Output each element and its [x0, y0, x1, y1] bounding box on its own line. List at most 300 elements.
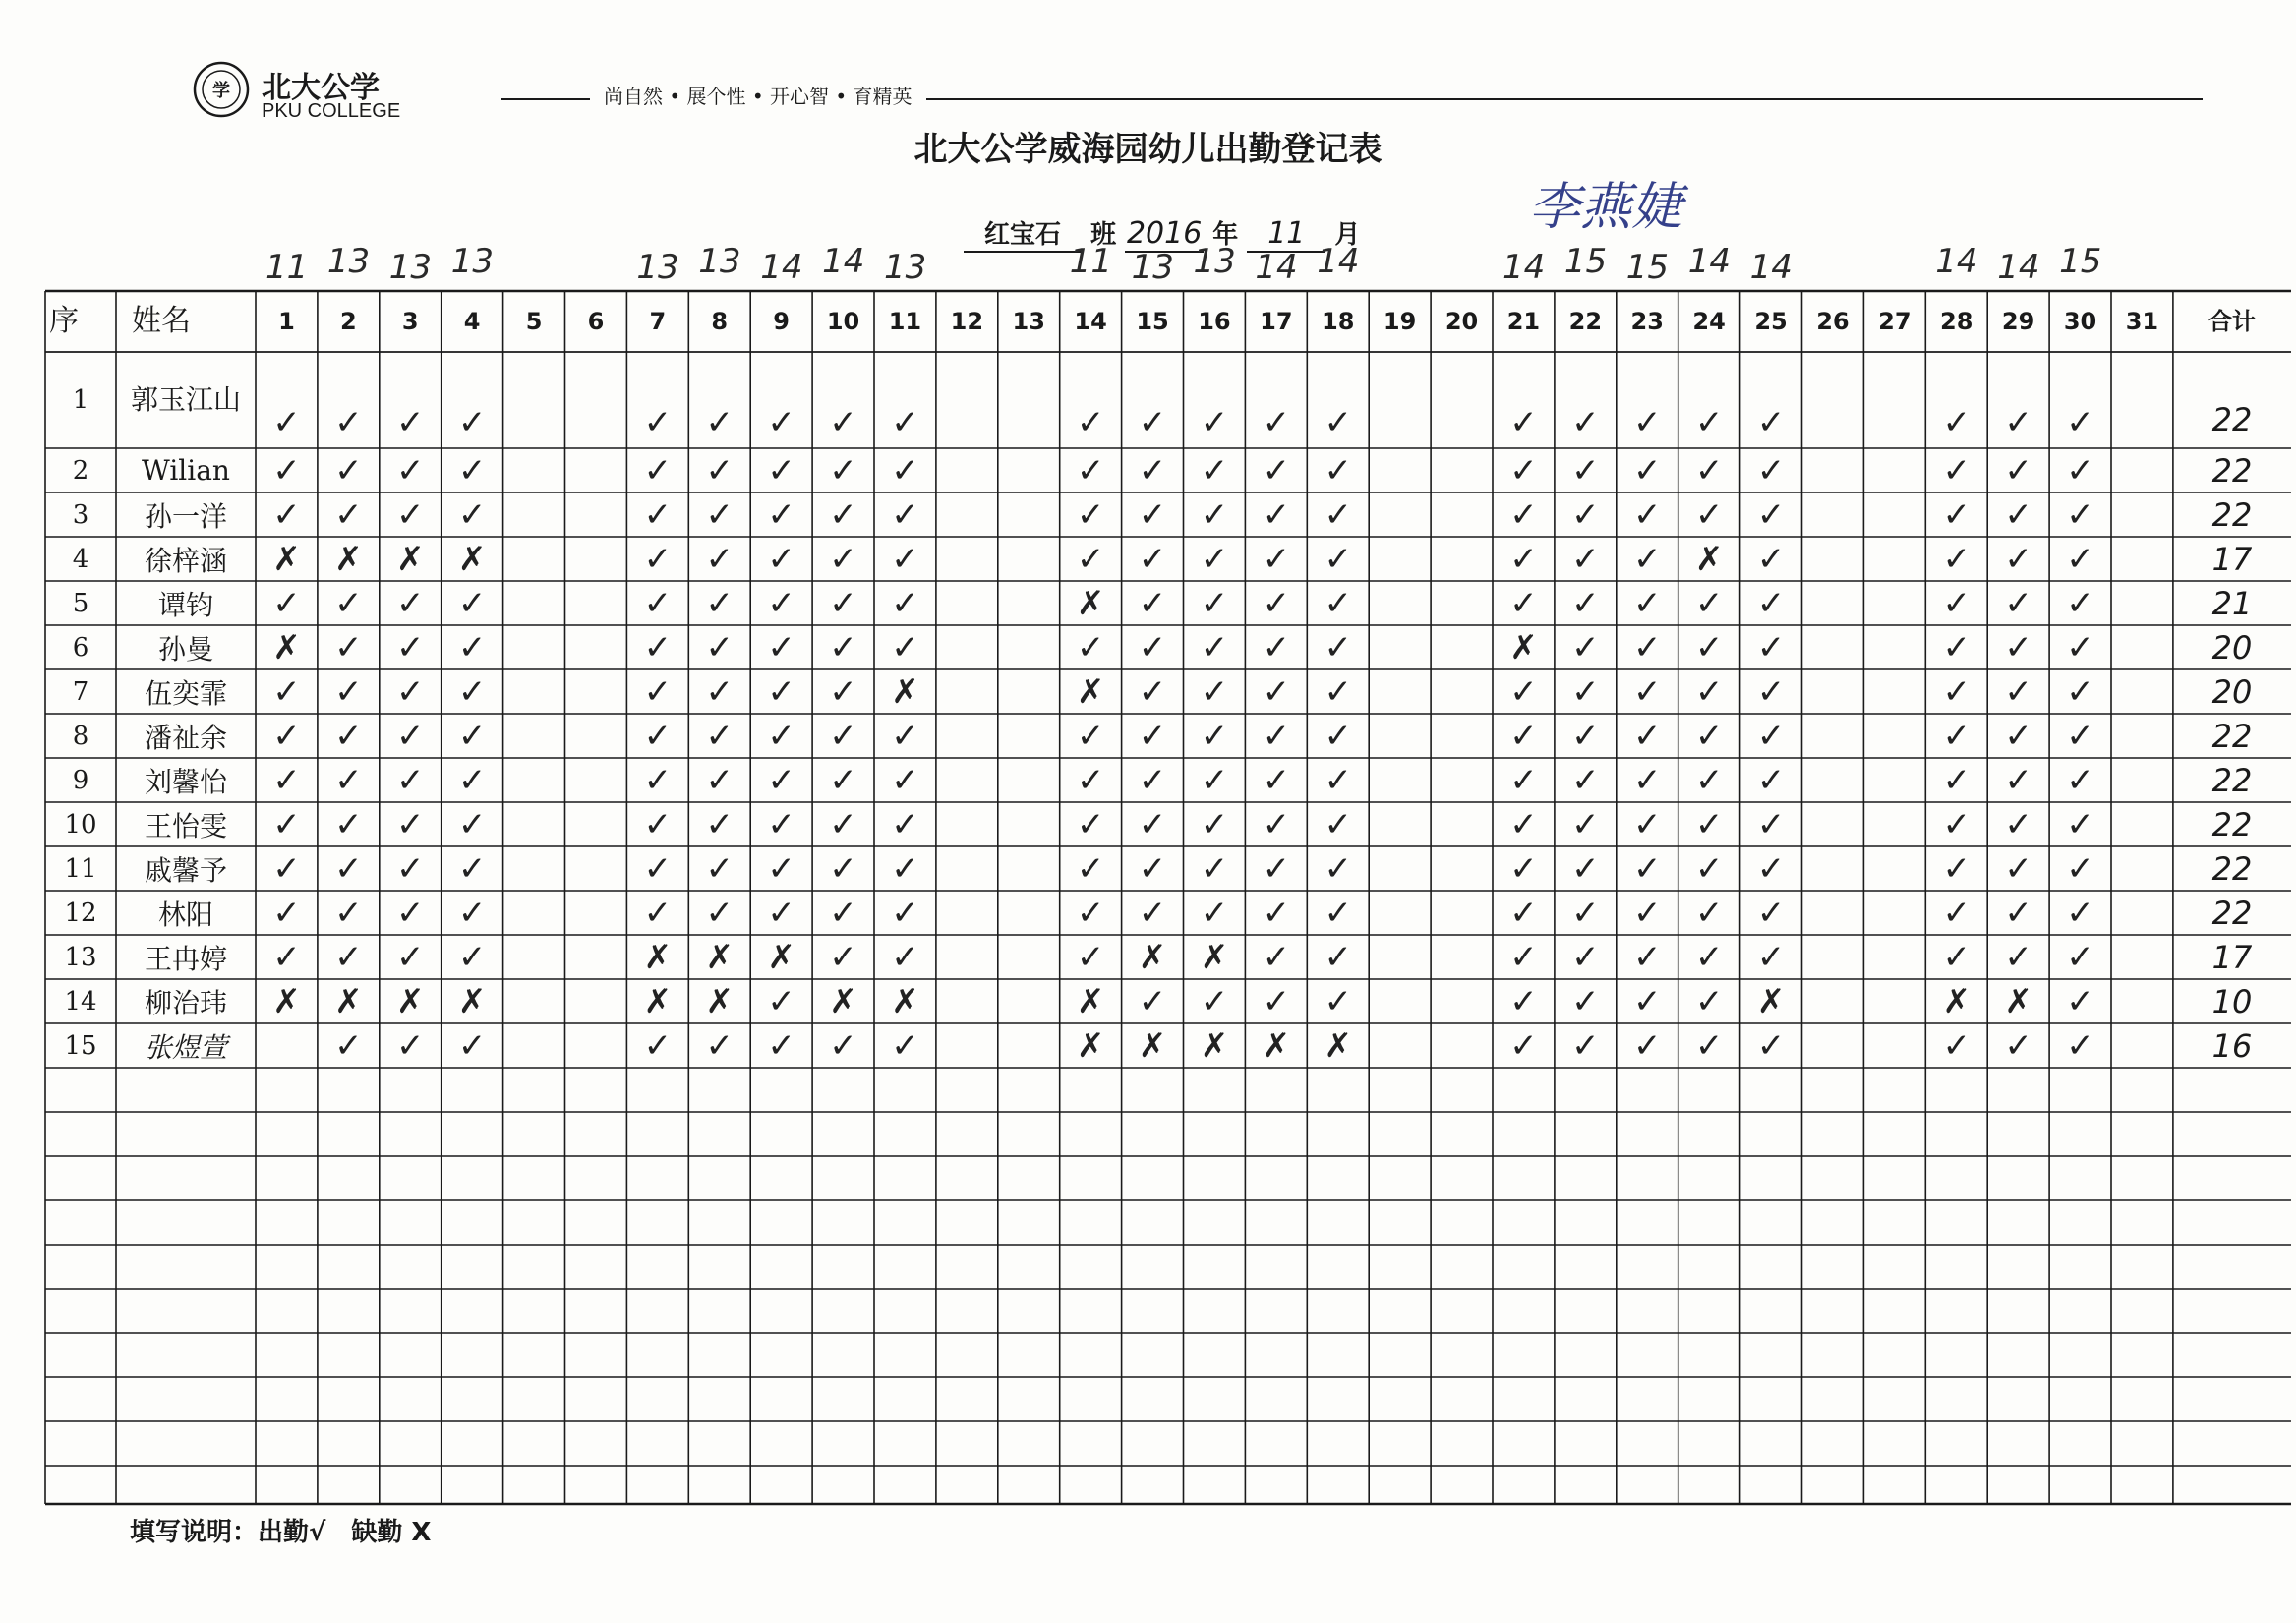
present-mark: ✓	[457, 450, 487, 491]
present-mark: ✓	[705, 583, 734, 623]
present-mark: ✓	[767, 450, 795, 491]
present-mark: ✓	[891, 539, 919, 579]
present-mark: ✓	[1571, 494, 1600, 535]
present-mark: ✓	[1200, 981, 1229, 1021]
present-mark: ✓	[643, 450, 673, 491]
name-column-header: 姓名	[132, 304, 191, 338]
present-mark: ✓	[829, 403, 857, 442]
present-mark: ✓	[395, 848, 425, 889]
absent-mark: ✗	[272, 627, 301, 667]
attendance-total: 22	[2211, 451, 2253, 490]
present-mark: ✓	[1632, 671, 1662, 712]
present-mark: ✓	[1571, 450, 1600, 491]
present-mark: ✓	[1324, 937, 1352, 977]
present-mark: ✓	[457, 937, 487, 977]
temperature-reading: 15	[1625, 248, 1670, 287]
day-header: 22	[1568, 308, 1603, 335]
present-mark: ✓	[334, 937, 363, 977]
present-mark: ✓	[1756, 450, 1786, 491]
attendance-total: 10	[2211, 982, 2253, 1020]
day-header: 6	[587, 308, 605, 335]
row-seq: 6	[72, 632, 89, 663]
day-header: 16	[1198, 308, 1231, 335]
attendance-total: 22	[2211, 849, 2253, 888]
row-seq: 3	[72, 499, 89, 530]
present-mark: ✓	[1324, 671, 1352, 712]
year-label: 年	[1212, 220, 1239, 250]
present-mark: ✓	[334, 627, 363, 667]
present-mark: ✓	[1200, 804, 1229, 844]
present-mark: ✓	[1200, 403, 1229, 442]
day-header: 15	[1136, 308, 1169, 335]
present-mark: ✓	[1138, 760, 1167, 800]
present-mark: ✓	[643, 804, 673, 844]
present-mark: ✓	[1509, 494, 1538, 535]
present-mark: ✓	[1262, 403, 1291, 442]
temperature-reading: 13	[884, 248, 927, 287]
present-mark: ✓	[829, 848, 857, 889]
absent-mark: ✗	[705, 981, 734, 1021]
present-mark: ✓	[1571, 627, 1600, 667]
day-header: 30	[2063, 308, 2097, 335]
present-mark: ✓	[767, 893, 795, 933]
day-header: 1	[278, 308, 295, 335]
present-mark: ✓	[829, 627, 857, 667]
present-mark: ✓	[1942, 848, 1971, 889]
student-name: 谭钧	[157, 588, 213, 621]
present-mark: ✓	[891, 450, 919, 491]
absent-mark: ✗	[705, 937, 734, 977]
present-mark: ✓	[1571, 981, 1600, 1021]
present-mark: ✓	[334, 893, 363, 933]
present-mark: ✓	[1200, 760, 1229, 800]
present-mark: ✓	[891, 1025, 919, 1066]
present-mark: ✓	[1571, 1025, 1600, 1066]
absent-mark: ✗	[1138, 937, 1167, 977]
student-name: 郭玉江山	[130, 383, 241, 416]
present-mark: ✓	[2066, 760, 2094, 800]
present-mark: ✓	[2066, 539, 2094, 579]
present-mark: ✓	[395, 403, 425, 442]
present-mark: ✓	[395, 1025, 425, 1066]
present-mark: ✓	[457, 671, 487, 712]
absent-mark: ✗	[643, 937, 673, 977]
present-mark: ✓	[1509, 403, 1538, 442]
logo-english-name: PKU COLLEGE	[262, 100, 401, 122]
present-mark: ✓	[705, 450, 734, 491]
present-mark: ✓	[1262, 627, 1291, 667]
present-mark: ✓	[1756, 937, 1786, 977]
present-mark: ✓	[1632, 403, 1662, 442]
present-mark: ✓	[1076, 450, 1105, 491]
absent-mark: ✗	[891, 671, 919, 712]
present-mark: ✓	[643, 627, 673, 667]
absent-mark: ✗	[1076, 583, 1105, 623]
present-mark: ✓	[1571, 893, 1600, 933]
present-mark: ✓	[395, 583, 425, 623]
present-mark: ✓	[1076, 804, 1105, 844]
present-mark: ✓	[457, 1025, 487, 1066]
temperature-reading: 14	[1502, 248, 1546, 287]
present-mark: ✓	[395, 494, 425, 535]
student-name: 伍奕霏	[144, 676, 227, 710]
attendance-total: 20	[2211, 628, 2253, 667]
present-mark: ✓	[1076, 403, 1105, 442]
present-mark: ✓	[2066, 981, 2094, 1021]
present-mark: ✓	[272, 671, 301, 712]
present-mark: ✓	[1324, 627, 1352, 667]
absent-mark: ✗	[1076, 981, 1105, 1021]
present-mark: ✓	[1632, 893, 1662, 933]
attendance-total: 17	[2211, 938, 2253, 976]
present-mark: ✓	[1262, 450, 1291, 491]
temperature-reading: 13	[698, 242, 741, 281]
day-header: 18	[1322, 308, 1355, 335]
temperature-reading: 13	[388, 248, 433, 287]
present-mark: ✓	[2066, 1025, 2094, 1066]
absent-mark: ✗	[1756, 981, 1786, 1021]
present-mark: ✓	[2066, 494, 2094, 535]
present-mark: ✓	[705, 671, 734, 712]
present-mark: ✓	[643, 848, 673, 889]
attendance-total: 22	[2211, 761, 2253, 799]
row-seq: 8	[72, 721, 89, 751]
day-header: 14	[1074, 308, 1107, 335]
student-name: 林阳	[157, 898, 213, 931]
present-mark: ✓	[1138, 539, 1167, 579]
absent-mark: ✗	[1076, 671, 1105, 712]
present-mark: ✓	[334, 1025, 363, 1066]
present-mark: ✓	[767, 848, 795, 889]
present-mark: ✓	[1262, 671, 1291, 712]
day-header: 19	[1383, 308, 1417, 335]
student-name: 戚馨予	[144, 853, 227, 887]
present-mark: ✓	[1756, 1025, 1786, 1066]
present-mark: ✓	[891, 893, 919, 933]
present-mark: ✓	[1632, 804, 1662, 844]
present-mark: ✓	[1262, 539, 1291, 579]
present-mark: ✓	[1138, 583, 1167, 623]
temperature-reading: 13	[450, 242, 494, 281]
day-header: 11	[888, 308, 922, 335]
present-mark: ✓	[1324, 716, 1352, 756]
present-mark: ✓	[1571, 760, 1600, 800]
present-mark: ✓	[643, 494, 673, 535]
present-mark: ✓	[1694, 450, 1724, 491]
present-mark: ✓	[1756, 494, 1786, 535]
present-mark: ✓	[1571, 716, 1600, 756]
day-header: 23	[1630, 308, 1664, 335]
present-mark: ✓	[891, 848, 919, 889]
present-mark: ✓	[829, 716, 857, 756]
absent-mark: ✗	[891, 981, 919, 1021]
present-mark: ✓	[1942, 893, 1971, 933]
attendance-total: 22	[2211, 401, 2253, 438]
present-mark: ✓	[2066, 671, 2094, 712]
present-mark: ✓	[891, 627, 919, 667]
present-mark: ✓	[1200, 583, 1229, 623]
present-mark: ✓	[1694, 981, 1724, 1021]
present-mark: ✓	[1571, 539, 1600, 579]
present-mark: ✓	[1756, 848, 1786, 889]
present-mark: ✓	[395, 716, 425, 756]
present-mark: ✓	[395, 760, 425, 800]
student-name: 刘馨怡	[144, 765, 227, 798]
student-name: Wilian	[142, 454, 230, 487]
temperature-reading: 14	[1749, 248, 1793, 287]
svg-text:学: 学	[212, 81, 230, 101]
present-mark: ✓	[1138, 494, 1167, 535]
present-mark: ✓	[2004, 403, 2032, 442]
present-mark: ✓	[1632, 848, 1662, 889]
seq-column-header: 序	[49, 304, 79, 338]
present-mark: ✓	[767, 539, 795, 579]
present-mark: ✓	[767, 671, 795, 712]
temperature-reading: 15	[1563, 242, 1608, 281]
present-mark: ✓	[1694, 848, 1724, 889]
row-seq: 1	[72, 385, 89, 415]
day-header: 24	[1692, 308, 1726, 335]
row-seq: 4	[72, 544, 89, 574]
present-mark: ✓	[1324, 981, 1352, 1021]
absent-mark: ✗	[457, 539, 487, 579]
present-mark: ✓	[2066, 450, 2094, 491]
present-mark: ✓	[272, 403, 301, 442]
absent-mark: ✗	[1138, 1025, 1167, 1066]
present-mark: ✓	[829, 937, 857, 977]
present-mark: ✓	[334, 671, 363, 712]
present-mark: ✓	[1942, 627, 1971, 667]
present-mark: ✓	[1632, 627, 1662, 667]
present-mark: ✓	[272, 937, 301, 977]
present-mark: ✓	[1756, 804, 1786, 844]
present-mark: ✓	[1324, 539, 1352, 579]
present-mark: ✓	[1138, 893, 1167, 933]
present-mark: ✓	[1632, 450, 1662, 491]
temperature-reading: 13	[1193, 242, 1236, 281]
present-mark: ✓	[1756, 403, 1786, 442]
present-mark: ✓	[2004, 893, 2032, 933]
present-mark: ✓	[1942, 494, 1971, 535]
present-mark: ✓	[1942, 937, 1971, 977]
present-mark: ✓	[1138, 671, 1167, 712]
present-mark: ✓	[1324, 403, 1352, 442]
day-header: 28	[1940, 308, 1973, 335]
present-mark: ✓	[1942, 1025, 1971, 1066]
present-mark: ✓	[1942, 450, 1971, 491]
present-mark: ✓	[272, 716, 301, 756]
temperature-reading: 14	[1687, 242, 1731, 281]
temperature-reading: 14	[760, 248, 803, 287]
present-mark: ✓	[1694, 494, 1724, 535]
present-mark: ✓	[1076, 716, 1105, 756]
present-mark: ✓	[705, 848, 734, 889]
present-mark: ✓	[1942, 671, 1971, 712]
present-mark: ✓	[1694, 671, 1724, 712]
present-mark: ✓	[829, 450, 857, 491]
present-mark: ✓	[1509, 583, 1538, 623]
present-mark: ✓	[1076, 937, 1105, 977]
present-mark: ✓	[334, 494, 363, 535]
present-mark: ✓	[1324, 804, 1352, 844]
absent-mark: ✗	[334, 539, 363, 579]
day-header: 10	[826, 308, 860, 335]
present-mark: ✓	[2004, 716, 2032, 756]
present-mark: ✓	[334, 760, 363, 800]
present-mark: ✓	[1632, 583, 1662, 623]
present-mark: ✓	[829, 539, 857, 579]
present-mark: ✓	[1200, 494, 1229, 535]
present-mark: ✓	[1262, 804, 1291, 844]
present-mark: ✓	[457, 848, 487, 889]
present-mark: ✓	[1942, 716, 1971, 756]
day-header: 26	[1816, 308, 1850, 335]
row-seq: 9	[72, 765, 89, 795]
day-header: 5	[525, 308, 543, 335]
present-mark: ✓	[1571, 671, 1600, 712]
present-mark: ✓	[1694, 937, 1724, 977]
teacher-signature: 李燕婕	[1529, 178, 1683, 237]
student-name: 孙一洋	[144, 499, 227, 533]
present-mark: ✓	[1324, 494, 1352, 535]
present-mark: ✓	[1324, 583, 1352, 623]
student-name: 柳治玮	[144, 986, 227, 1019]
absent-mark: ✗	[1076, 1025, 1105, 1066]
day-header: 3	[401, 308, 419, 335]
present-mark: ✓	[334, 403, 363, 442]
present-mark: ✓	[705, 627, 734, 667]
day-header: 7	[649, 308, 667, 335]
present-mark: ✓	[2066, 716, 2094, 756]
fill-instructions: 填写说明：出勤√ 缺勤 X	[130, 1518, 432, 1547]
present-mark: ✓	[643, 583, 673, 623]
absent-mark: ✗	[767, 937, 795, 977]
present-mark: ✓	[1632, 494, 1662, 535]
present-mark: ✓	[705, 1025, 734, 1066]
present-mark: ✓	[767, 403, 795, 442]
present-mark: ✓	[2004, 671, 2032, 712]
present-mark: ✓	[643, 1025, 673, 1066]
present-mark: ✓	[891, 494, 919, 535]
present-mark: ✓	[1076, 893, 1105, 933]
present-mark: ✓	[829, 583, 857, 623]
present-mark: ✓	[767, 494, 795, 535]
attendance-total: 20	[2211, 672, 2253, 711]
present-mark: ✓	[767, 1025, 795, 1066]
present-mark: ✓	[1942, 804, 1971, 844]
present-mark: ✓	[829, 671, 857, 712]
present-mark: ✓	[1694, 583, 1724, 623]
attendance-total: 17	[2211, 540, 2253, 578]
present-mark: ✓	[1138, 848, 1167, 889]
logo-chinese-name: 北大公学	[262, 71, 380, 105]
present-mark: ✓	[395, 937, 425, 977]
present-mark: ✓	[1694, 893, 1724, 933]
present-mark: ✓	[705, 804, 734, 844]
present-mark: ✓	[1509, 1025, 1538, 1066]
present-mark: ✓	[1076, 848, 1105, 889]
temperature-reading: 14	[1255, 248, 1298, 287]
row-seq: 15	[64, 1030, 97, 1061]
attendance-total: 21	[2211, 584, 2253, 622]
present-mark: ✓	[334, 583, 363, 623]
attendance-total: 16	[2211, 1026, 2253, 1065]
present-mark: ✓	[1200, 627, 1229, 667]
row-seq: 5	[72, 588, 89, 618]
total-column-header: 合计	[2208, 308, 2256, 335]
present-mark: ✓	[2066, 403, 2094, 442]
year-value: 2016	[1126, 216, 1203, 251]
present-mark: ✓	[1324, 450, 1352, 491]
present-mark: ✓	[1262, 981, 1291, 1021]
student-name: 潘祉余	[144, 721, 227, 754]
month-label: 月	[1334, 220, 1361, 250]
day-header: 27	[1878, 308, 1912, 335]
absent-mark: ✗	[272, 981, 301, 1021]
present-mark: ✓	[643, 671, 673, 712]
temperature-reading: 14	[822, 242, 865, 281]
present-mark: ✓	[272, 804, 301, 844]
present-mark: ✓	[891, 804, 919, 844]
present-mark: ✓	[272, 893, 301, 933]
present-mark: ✓	[1756, 583, 1786, 623]
row-seq: 7	[72, 676, 89, 707]
absent-mark: ✗	[1200, 1025, 1229, 1066]
present-mark: ✓	[643, 403, 673, 442]
present-mark: ✓	[829, 494, 857, 535]
present-mark: ✓	[2004, 804, 2032, 844]
present-mark: ✓	[1200, 716, 1229, 756]
present-mark: ✓	[1632, 1025, 1662, 1066]
present-mark: ✓	[334, 804, 363, 844]
present-mark: ✓	[1571, 937, 1600, 977]
day-header: 4	[463, 308, 481, 335]
present-mark: ✓	[1138, 804, 1167, 844]
present-mark: ✓	[1509, 760, 1538, 800]
temperature-reading: 14	[1317, 242, 1360, 281]
present-mark: ✓	[1076, 760, 1105, 800]
present-mark: ✓	[1200, 848, 1229, 889]
present-mark: ✓	[1632, 981, 1662, 1021]
present-mark: ✓	[1324, 893, 1352, 933]
present-mark: ✓	[2066, 627, 2094, 667]
temperature-reading: 14	[1997, 248, 2040, 287]
row-seq: 13	[64, 942, 97, 972]
present-mark: ✓	[2004, 1025, 2032, 1066]
present-mark: ✓	[829, 760, 857, 800]
present-mark: ✓	[2004, 539, 2032, 579]
present-mark: ✓	[1571, 403, 1600, 442]
present-mark: ✓	[767, 583, 795, 623]
present-mark: ✓	[1138, 403, 1167, 442]
student-name: 王怡雯	[144, 809, 227, 842]
present-mark: ✓	[1138, 627, 1167, 667]
absent-mark: ✗	[1509, 627, 1538, 667]
present-mark: ✓	[891, 716, 919, 756]
present-mark: ✓	[705, 716, 734, 756]
present-mark: ✓	[457, 494, 487, 535]
present-mark: ✓	[829, 1025, 857, 1066]
present-mark: ✓	[643, 539, 673, 579]
present-mark: ✓	[1262, 494, 1291, 535]
present-mark: ✓	[1694, 804, 1724, 844]
present-mark: ✓	[1509, 893, 1538, 933]
present-mark: ✓	[395, 450, 425, 491]
day-header: 21	[1506, 308, 1541, 335]
present-mark: ✓	[272, 450, 301, 491]
row-seq: 12	[64, 898, 97, 928]
absent-mark: ✗	[1262, 1025, 1291, 1066]
